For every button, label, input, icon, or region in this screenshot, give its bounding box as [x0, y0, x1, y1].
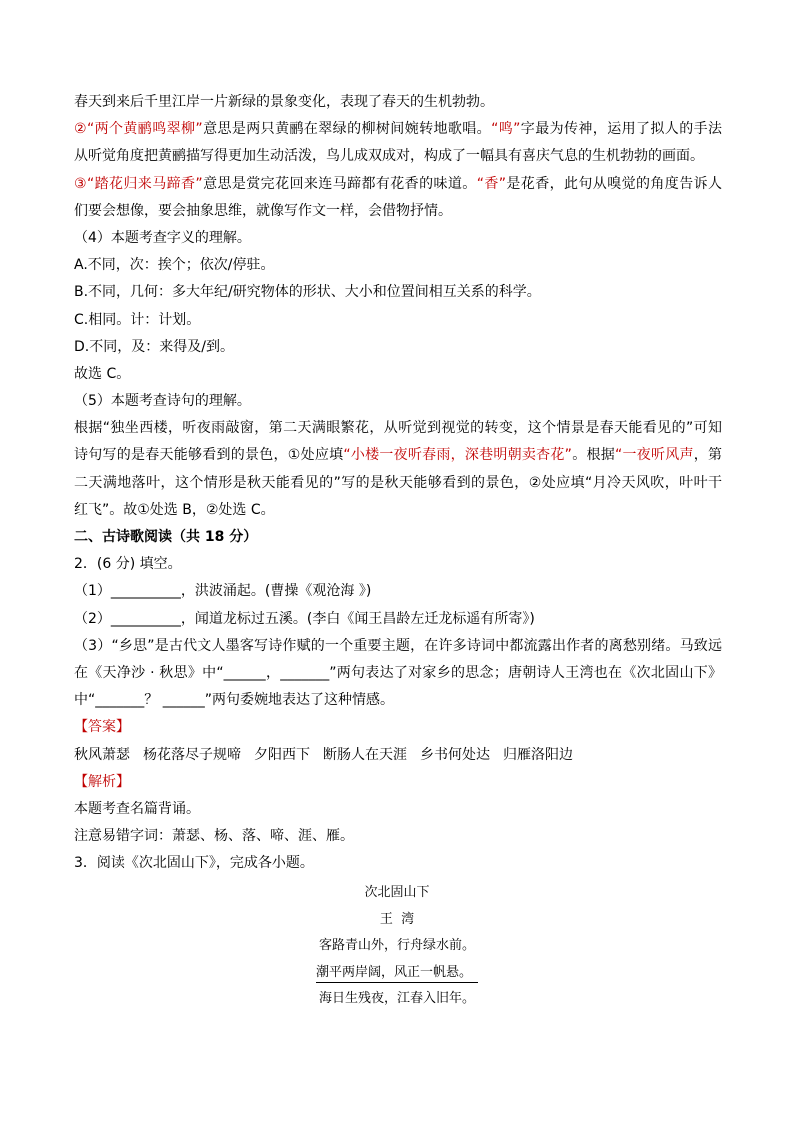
quote-comment-cont: 从听觉角度把黄鹂描写得更加生动活泼，鸟儿成双成对，构成了一幅具有喜庆气息的生机勃勃的画面。 [74, 148, 704, 165]
quote-meaning: 意思是两只黄鹂在翠绿的柳树间婉转地歌唱。 [202, 121, 492, 138]
answer-label: 【答案】 [74, 719, 130, 736]
poem-line-text: 客路青山外，行舟绿水前。 [318, 938, 475, 954]
question-2-sub1: （1）__________，洪波涌起。(曹操《观沧海 》) [74, 583, 372, 600]
analysis-line [74, 198, 722, 225]
part4-intro: （4）本题考查字义的理解。 [74, 229, 251, 246]
question-2-sub3-line: （3）“乡思”是古代文人墨客写诗作赋的一个重要主题，在许多诗词中都流露出作者的离愁别绪。马致远 [74, 637, 722, 654]
part4-conclusion: 故选 C。 [74, 365, 131, 382]
part5-line: 二天满地落叶，这个情形是秋天能看见的”写的是秋天能够看到的景色，②处应填“月冷天风吹，叶叶干 [74, 474, 722, 491]
poem-quote: ②“两个黄鹂鸣翠柳” [74, 121, 203, 138]
key-word: “鸣” [491, 121, 521, 138]
analysis-line [74, 89, 722, 116]
quote-comment: 是花香，此句从嗅觉的角度告诉人 [506, 175, 723, 192]
poem-author: 王 湾 [379, 911, 415, 927]
poem-line [0, 986, 794, 1013]
quote-comment: 字最为传神，运用了拟人的手法 [520, 121, 723, 138]
poem-title: 次北固山下 [364, 885, 430, 900]
analysis-item-3 [74, 171, 722, 198]
part5-text: 。根据 [571, 447, 615, 464]
quote-meaning: 意思是赏完花回来连马蹄都有花香的味道。 [202, 175, 477, 192]
part5-text: ，第 [693, 447, 722, 464]
analysis-line [74, 143, 722, 170]
poem-line-text: 潮平两岸阔，风正一帆悬。 [316, 964, 478, 983]
option-d: D.不同，及：来得及/到。 [74, 338, 234, 355]
option-b: B.不同，几何：多大年纪/研究物体的形状、大小和位置间相互关系的科学。 [74, 284, 541, 301]
part5-intro: （5）本题考查诗句的理解。 [74, 393, 251, 410]
poem-line [0, 933, 794, 960]
answer-item: 夕阳西下 [254, 746, 310, 763]
analysis-text: 注意易错字词：萧瑟、杨、落、啼、涯、雁。 [74, 828, 354, 845]
poem-quote: ③“踏花归来马蹄香” [74, 175, 203, 192]
poem-line-underlined [0, 960, 794, 987]
answer-item: 乡书何处达 [420, 746, 490, 763]
section-heading: 二、古诗歌阅读（共 18 分） [74, 529, 258, 545]
question-3-stem: 3．阅读《次北固山下》，完成各小题。 [74, 855, 314, 872]
analysis-text: 春天到来后千里江岸一片新绿的景象变化，表现了春天的生机勃勃。 [74, 94, 494, 110]
question-2-stem: 2．(6 分) 填空。 [74, 556, 182, 573]
analysis-label: 【解析】 [74, 773, 130, 790]
analysis-text: 本题考查名篇背诵。 [74, 800, 200, 817]
part5-reference-quote: “一夜听风声 [614, 447, 694, 464]
part5-text: 诗句写的是春天能够看到的景色，①处应填 [74, 447, 344, 464]
document-body [74, 89, 722, 877]
poem-block [0, 880, 794, 1013]
analysis-item-2 [74, 116, 722, 143]
part5-line: 红飞”。故①处选 B，②处选 C。 [74, 501, 275, 518]
option-a: A.不同，次：挨个；依次/停驻。 [74, 257, 275, 274]
part5-answer-quote: “小楼一夜听春雨，深巷明朝卖杏花” [343, 447, 572, 464]
answer-list [74, 742, 722, 769]
key-word: “香” [476, 175, 506, 192]
question-2-sub2: （2）__________，闻道龙标过五溪。(李白《闻王昌龄左迁龙标遥有所寄》) [74, 610, 535, 627]
answer-item: 秋风萧瑟 [74, 746, 130, 763]
question-2-sub3-line: 中“_______？ ______”两句委婉地表达了这种情感。 [74, 692, 394, 709]
answer-item: 断肠人在天涯 [323, 746, 407, 763]
answer-item: 杨花落尽子规啼 [143, 746, 241, 763]
poem-line-text: 海日生残夜，江春入旧年。 [318, 991, 475, 1007]
quote-comment-cont: 们要会想像，要会抽象思维，就像写作文一样，会借物抒情。 [74, 202, 452, 219]
part5-line [74, 442, 722, 469]
part5-line: 根据“独坐西楼，听夜雨敲窗，第二天满眼繁花，从听觉到视觉的转变，这个情景是春天能看见的”可知 [74, 420, 722, 437]
option-c: C.相同。计：计划。 [74, 311, 201, 328]
question-2-sub3-line: 在《天净沙 · 秋思》中“______，_______”两句表达了对家乡的思念；唐朝诗人王湾也在《次北固山下》 [74, 664, 722, 681]
answer-item: 归雁洛阳边 [503, 746, 573, 763]
